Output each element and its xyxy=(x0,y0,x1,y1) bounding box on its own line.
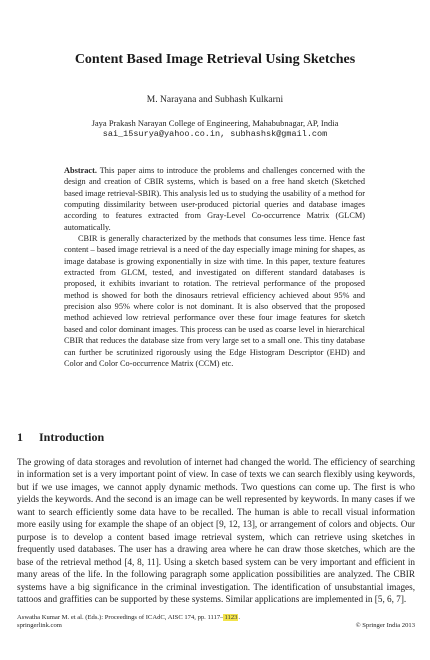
citation-prefix: Aswatha Kumar M. et al. (Eds.): Proceedings of ICAdC, AISC 174, pp. 1117– xyxy=(17,614,224,621)
abstract xyxy=(64,165,365,369)
author-list: M. Narayana and Subhash Kulkarni xyxy=(146,95,284,105)
abstract-text-1: This paper aims to introduce the problems and challenges concerned with the design and creation of CBIR systems, which is based on a free hand sketch (Sketched based image retrieval-SBIR). This analysis led us to studying the usability of a method for computing dissimilarity between user-produced pictorial queries and database images according to features extracted from Gray-Level Co-occurrence Matrix (GLCM) automatically. xyxy=(64,166,365,232)
affiliation-block xyxy=(0,118,430,139)
copyright-notice: © Springer India 2013 xyxy=(355,622,415,630)
introduction-paragraph: The growing of data storages and revolution of internet had changed the world. The efficiency of searching in information set is a very important point of view. In case of texts we can search flexibly using keywords, but if we use images, we cannot apply dynamic methods. Two questions can come up. The first is who yields the keywords. And the second is an image can be well represented by keywords. In many cases if we want to search efficiently some data have to be recalled. The human is able to recall visual information more easily using for example the shape of an object [9, 12, 13], or arrangement of colors and objects. Our purpose is to develop a content based image retrieval system, which can retrieve using sketches in frequently used databases. The user has a drawing area where he can draw those sketches, which are the base of the retrieval method [4, 8, 11]. Using a sketch based system can be very important and efficient in many areas of the life. In the following paragraph some application possibilities are analyzed. The CBIR systems have a big significance in the criminal investigation. The identification of unsubstantial images, tattoos and graffities can be supported by these systems. Similar applications are implemented in [5, 6, 7]. xyxy=(17,457,415,604)
paper-title: Content Based Image Retrieval Using Sketches xyxy=(74,52,356,67)
section-heading xyxy=(17,430,104,445)
footer-row xyxy=(17,622,415,630)
section-number: 1 xyxy=(17,430,23,444)
citation-line xyxy=(17,614,415,622)
author-emails: sai_15surya@yahoo.co.in, subhashsk@gmail.com xyxy=(102,128,328,139)
abstract-paragraph-1 xyxy=(64,165,365,233)
page-range-link[interactable]: 1123 xyxy=(224,614,238,621)
introduction-body xyxy=(17,456,415,605)
abstract-paragraph-2: CBIR is generally characterized by the methods that consumes less time. Hence fast content – based image retrieval is a need of the day especially image mining for shapes, as image database is growing exponentially in size with time. In this paper, texture features extracted from GLCM, tested, and investigated on different standard databases is proposed, it exhibits invariant to rotation. The retrieval performance of the proposed method is showed for both the dinosaurs retrieval efficiency achieved about 95% and precision also 95% where color is not dominant. It is also observed that the proposed method achieved low retrieval performance over these four image features for sketch based and color dominant images. This process can be used as coarse level in hierarchical CBIR that reduces the database size from very large set to a small one. This tiny database can further be scrutinized rigorously using the Edge Histogram Descriptor (EHD) and Color and Color Co-occurrence Matrix (CCM) etc. xyxy=(64,234,365,368)
affiliation: Jaya Prakash Narayan College of Engineering, Mahabubnagar, AP, India xyxy=(91,118,339,128)
publisher-site: springerlink.com xyxy=(17,622,62,630)
citation-suffix: . xyxy=(238,614,241,621)
page-footer xyxy=(17,614,415,630)
abstract-label: Abstract. xyxy=(64,166,97,175)
section-title: Introduction xyxy=(39,430,105,444)
